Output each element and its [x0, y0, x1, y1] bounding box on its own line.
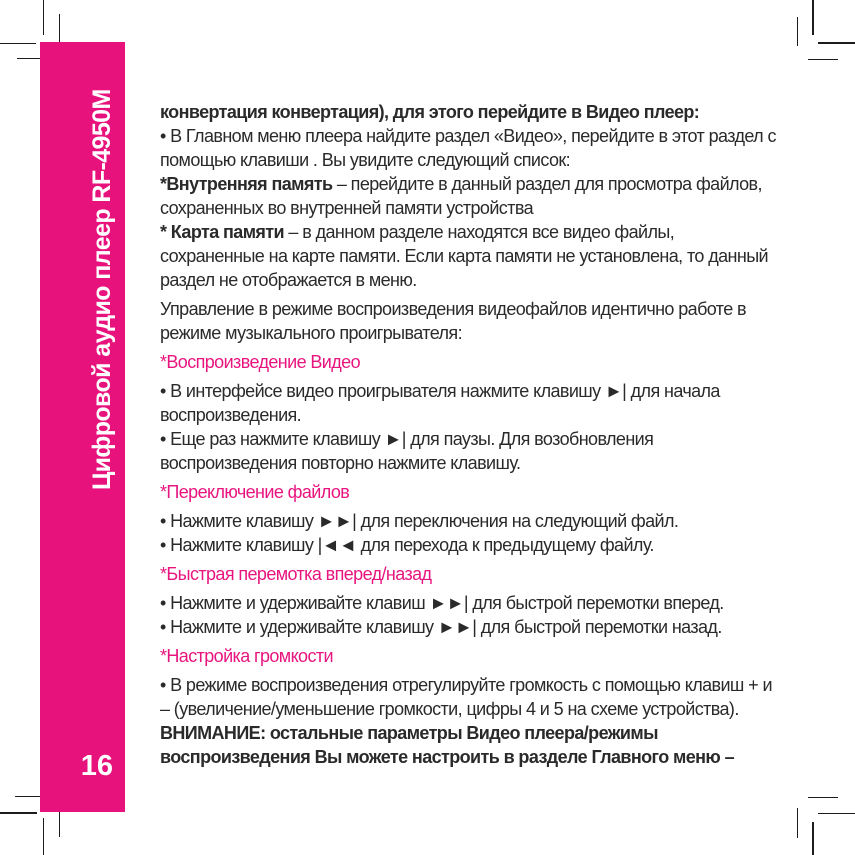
section-heading: *Переключение файлов: [160, 482, 350, 502]
text-line: • В режиме воспроизведения отрегулируйте громкость с помощью клавиш + и: [160, 675, 772, 695]
crop-mark: [812, 0, 814, 35]
text-line: раздел не отображается в меню.: [160, 270, 417, 290]
section-heading: *Быстрая перемотка вперед/назад: [160, 564, 432, 584]
paragraph: [160, 297, 840, 345]
crop-mark: [818, 42, 855, 44]
text-line: * Карта памяти – в данном разделе находятся все видео файлы,: [160, 222, 675, 242]
page-number: 16: [80, 750, 113, 782]
text-line: сохраненных во внутренней памяти устройства: [160, 198, 534, 218]
paragraph: [160, 379, 840, 475]
crop-mark: [797, 17, 799, 46]
text-line: • Еще раз нажмите клавишу ►| для паузы. Для возобновления: [160, 429, 654, 449]
text-line: помощью клавиши . Вы увидите следующий список:: [160, 150, 571, 170]
text-line: • Нажмите клавишу |◄◄ для перехода к предыдущему файлу.: [160, 535, 654, 555]
section-heading: *Настройка громкости: [160, 646, 333, 666]
text-line: воспроизведения.: [160, 405, 302, 425]
text-line: – (увеличение/уменьшение громкости, цифры 4 и 5 на схеме устройства).: [160, 699, 739, 719]
paragraph: [160, 673, 840, 769]
text-line: режиме музыкального проигрывателя:: [160, 323, 462, 343]
text-line: Управление в режиме воспроизведения видеофайлов идентично работе в: [160, 299, 747, 319]
sidebar-product-title: Цифровой аудио плеер RF-4950M: [88, 89, 116, 490]
text-line: • В интерфейсе видео проигрывателя нажмите клавишу ►| для начала: [160, 381, 720, 401]
text-line: воспроизведения Вы можете настроить в разделе Главного меню –: [160, 747, 734, 767]
text-line: ВНИМАНИЕ: остальные параметры Видео плеера/режимы: [160, 723, 658, 743]
crop-mark: [59, 808, 61, 837]
paragraph: [160, 591, 840, 639]
section-heading: *Воспроизведение Видео: [160, 352, 360, 372]
text-line: сохраненные на карте памяти. Если карта памяти не установлена, то данный: [160, 246, 768, 266]
crop-mark: [812, 822, 814, 855]
paragraph: [160, 509, 840, 557]
text-line: • В Главном меню плеера найдите раздел «Видео», перейдите в этот раздел с: [160, 126, 776, 146]
crop-mark: [0, 812, 37, 814]
crop-mark: [0, 43, 36, 45]
text-line: • Нажмите и удерживайте клавишу ►►| для быстрой перемотки назад.: [160, 617, 722, 637]
text-line: воспроизведения повторно нажмите клавишу.: [160, 453, 521, 473]
crop-mark: [43, 0, 45, 35]
crop-mark: [808, 59, 838, 61]
crop-mark: [43, 818, 45, 855]
text-line: *Внутренняя память – перейдите в данный раздел для просмотра файлов,: [160, 174, 762, 194]
page-content: [160, 100, 840, 769]
text-line: • Нажмите клавишу ►►| для переключения на следующий файл.: [160, 511, 679, 531]
text-line: конвертация конвертация), для этого перейдите в Видео плеер:: [160, 102, 700, 122]
paragraph: [160, 100, 840, 292]
crop-mark: [808, 797, 838, 799]
crop-mark: [797, 808, 799, 838]
crop-mark: [818, 813, 855, 815]
text-line: • Нажмите и удерживайте клавиш ►►| для быстрой перемотки вперед.: [160, 593, 724, 613]
